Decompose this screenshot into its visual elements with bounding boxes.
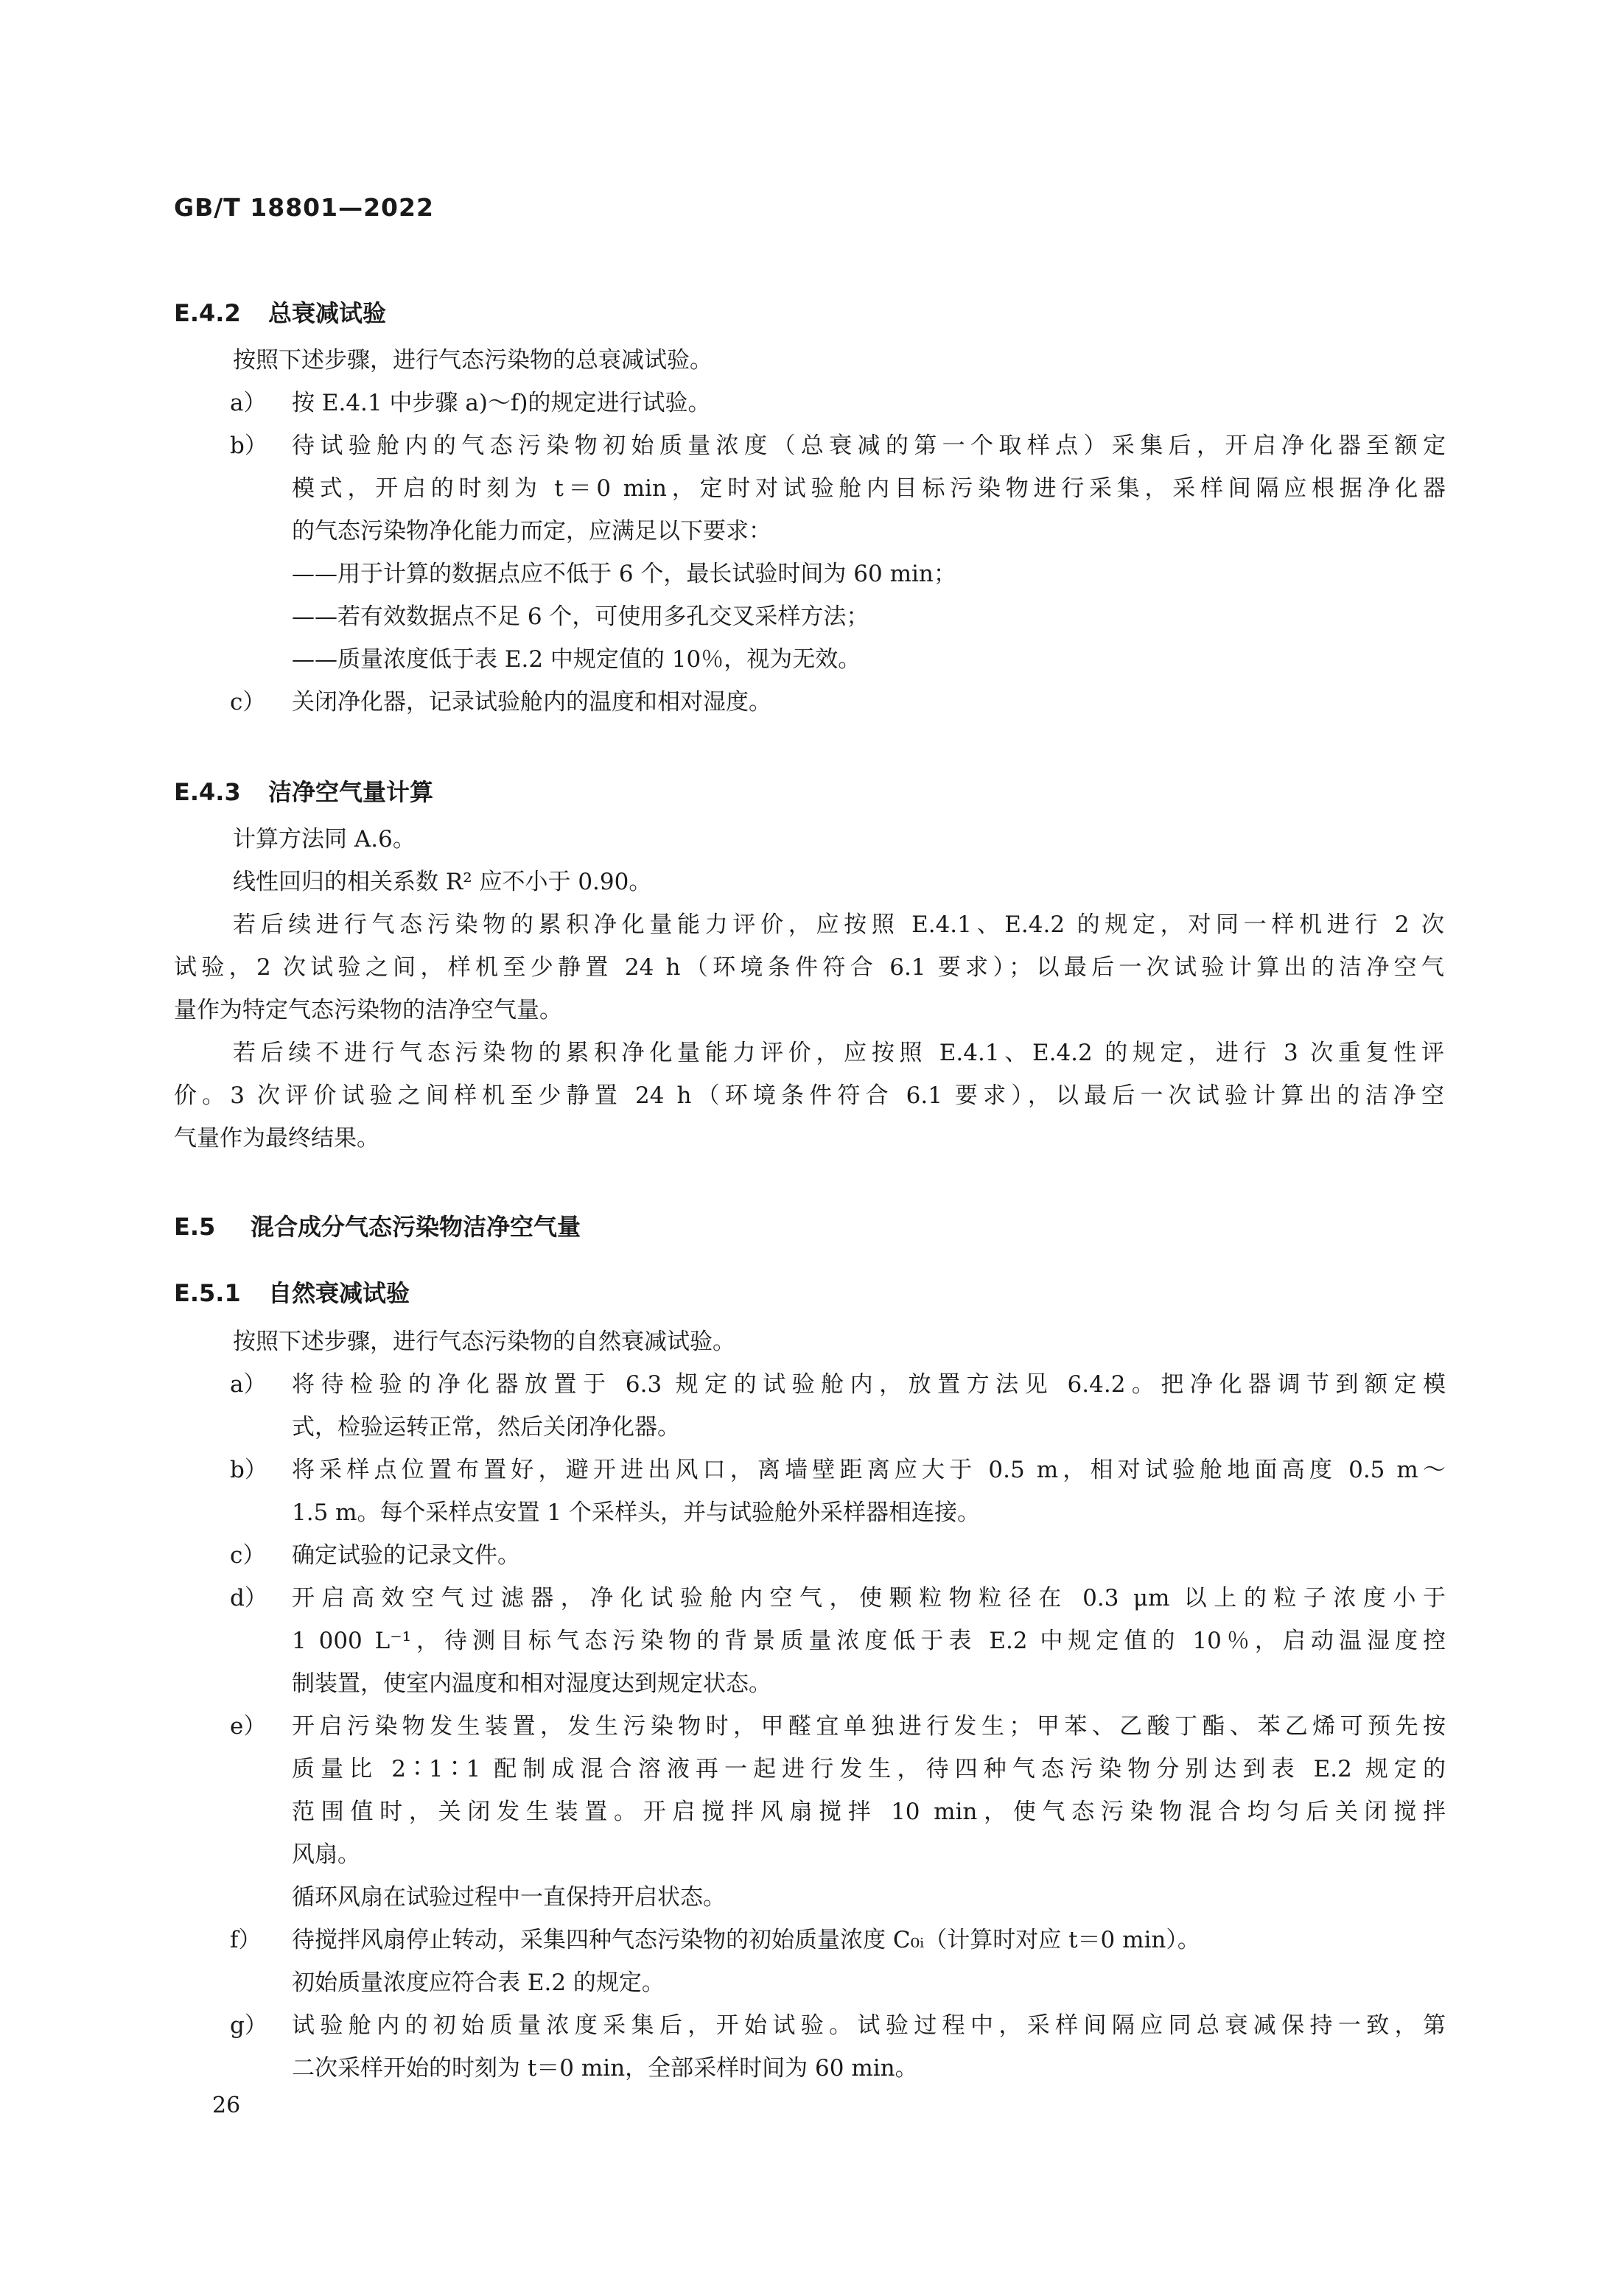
section-number: E.4.3 bbox=[174, 778, 241, 806]
standard-code: GB/T 18801—2022 bbox=[174, 193, 434, 222]
paragraph: 按照下述步骤，进行气态污染物的总衰减试验。 bbox=[233, 347, 713, 374]
list-item-text: 待搅拌风扇停止转动，采集四种气态污染物的初始质量浓度 C₀ᵢ（计算时对应 t＝0 min）。 bbox=[292, 1927, 1200, 1953]
list-item-text: 确定试验的记录文件。 bbox=[292, 1542, 520, 1569]
list-label: a） bbox=[230, 390, 267, 416]
list-item-text: 将采样点位置布置好，避开进出风口，离墙壁距离应大于 0.5 m，相对试验舱地面高度 0.5 m～ bbox=[292, 1457, 1446, 1483]
list-item-text: 范围值时，关闭发生装置。开启搅拌风扇搅拌 10 min，使气态污染物混合均匀后关闭搅拌 bbox=[292, 1799, 1446, 1825]
paragraph: 气量作为最终结果。 bbox=[174, 1125, 379, 1152]
list-label: c） bbox=[230, 1542, 266, 1569]
section-title: 总衰减试验 bbox=[268, 299, 387, 327]
list-label: f） bbox=[230, 1927, 262, 1953]
list-item-text: 模式，开启的时刻为 t＝0 min，定时对试验舱内目标污染物进行采集，采样间隔应根据净化器 bbox=[292, 475, 1446, 502]
list-item-text: 1.5 m。每个采样点安置 1 个采样头，并与试验舱外采样器相连接。 bbox=[292, 1499, 980, 1526]
section-title: 混合成分气态污染物洁净空气量 bbox=[251, 1213, 581, 1241]
list-label: g） bbox=[230, 2012, 267, 2039]
list-item-text: 式，检验运转正常，然后关闭净化器。 bbox=[292, 1414, 680, 1440]
paragraph: 按照下述步骤，进行气态污染物的自然衰减试验。 bbox=[233, 1328, 735, 1355]
paragraph: 若后续进行气态污染物的累积净化量能力评价，应按照 E.4.1、E.4.2 的规定，对同一样机进行 2 次 bbox=[233, 911, 1444, 938]
dash-item: ——若有效数据点不足 6 个，可使用多孔交叉采样方法； bbox=[292, 603, 869, 630]
list-item-text: 按 E.4.1 中步骤 a)～f)的规定进行试验。 bbox=[292, 390, 711, 416]
list-item-text: 待试验舱内的气态污染物初始质量浓度（总衰减的第一个取样点）采集后，开启净化器至额定 bbox=[292, 433, 1446, 459]
page-number: 26 bbox=[212, 2093, 241, 2118]
paragraph: 线性回归的相关系数 R² 应不小于 0.90。 bbox=[233, 869, 652, 895]
list-label: a） bbox=[230, 1371, 267, 1398]
paragraph: 量作为特定气态污染物的洁净空气量。 bbox=[174, 997, 562, 1023]
list-item-text: 1 000 L⁻¹，待测目标气态污染物的背景质量浓度低于表 E.2 中规定值的 10％，启动温湿度控 bbox=[292, 1628, 1446, 1654]
list-label: c） bbox=[230, 689, 266, 715]
list-item-text: 开启污染物发生装置，发生污染物时，甲醛宜单独进行发生；甲苯、乙酸丁酯、苯乙烯可预先按 bbox=[292, 1713, 1446, 1740]
dash-item: ——用于计算的数据点应不低于 6 个，最长试验时间为 60 min； bbox=[292, 561, 956, 587]
list-item-text: 二次采样开始的时刻为 t＝0 min，全部采样时间为 60 min。 bbox=[292, 2055, 918, 2082]
paragraph: 若后续不进行气态污染物的累积净化量能力评价，应按照 E.4.1、E.4.2 的规定，进行 3 次重复性评 bbox=[233, 1040, 1444, 1066]
section-number: E.5 bbox=[174, 1213, 216, 1241]
section-number: E.4.2 bbox=[174, 299, 241, 327]
list-label: b） bbox=[230, 1457, 267, 1483]
list-label: b） bbox=[230, 433, 267, 459]
section-heading-e5 bbox=[174, 1208, 581, 1242]
list-item-text: 质量比 2∶1∶1 配制成混合溶液再一起进行发生，待四种气态污染物分别达到表 E.2 规定的 bbox=[292, 1756, 1446, 1782]
section-heading-e43 bbox=[174, 774, 433, 808]
list-item-text: 的气态污染物净化能力而定，应满足以下要求： bbox=[292, 518, 771, 545]
list-item-text: 制装置，使室内温度和相对湿度达到规定状态。 bbox=[292, 1670, 771, 1697]
list-label: e） bbox=[230, 1713, 267, 1740]
section-heading-e42 bbox=[174, 295, 386, 329]
list-item-text: 开启高效空气过滤器，净化试验舱内空气，使颗粒物粒径在 0.3 μm 以上的粒子浓度小于 bbox=[292, 1585, 1446, 1611]
dash-item: ——质量浓度低于表 E.2 中规定值的 10％，视为无效。 bbox=[292, 646, 861, 673]
section-number: E.5.1 bbox=[174, 1279, 241, 1307]
paragraph: 试验，2 次试验之间，样机至少静置 24 h（环境条件符合 6.1 要求）；以最后一次试验计算出的洁净空气 bbox=[174, 954, 1444, 981]
list-item-text: 风扇。 bbox=[292, 1841, 360, 1868]
list-item-text: 循环风扇在试验过程中一直保持开启状态。 bbox=[292, 1884, 726, 1911]
section-title: 洁净空气量计算 bbox=[268, 778, 434, 806]
list-label: d） bbox=[230, 1585, 267, 1611]
list-item-text: 初始质量浓度应符合表 E.2 的规定。 bbox=[292, 1970, 665, 1996]
paragraph: 计算方法同 A.6。 bbox=[233, 826, 416, 853]
list-item-text: 试验舱内的初始质量浓度采集后，开始试验。试验过程中，采样间隔应同总衰减保持一致，第 bbox=[292, 2012, 1446, 2039]
list-item-text: 关闭净化器，记录试验舱内的温度和相对湿度。 bbox=[292, 689, 771, 715]
section-title: 自然衰减试验 bbox=[268, 1279, 410, 1307]
section-heading-e51 bbox=[174, 1275, 410, 1309]
list-item-text: 将待检验的净化器放置于 6.3 规定的试验舱内，放置方法见 6.4.2。把净化器调节到额定模 bbox=[292, 1371, 1446, 1398]
paragraph: 价。3 次评价试验之间样机至少静置 24 h（环境条件符合 6.1 要求），以最后一次试验计算出的洁净空 bbox=[174, 1082, 1444, 1109]
